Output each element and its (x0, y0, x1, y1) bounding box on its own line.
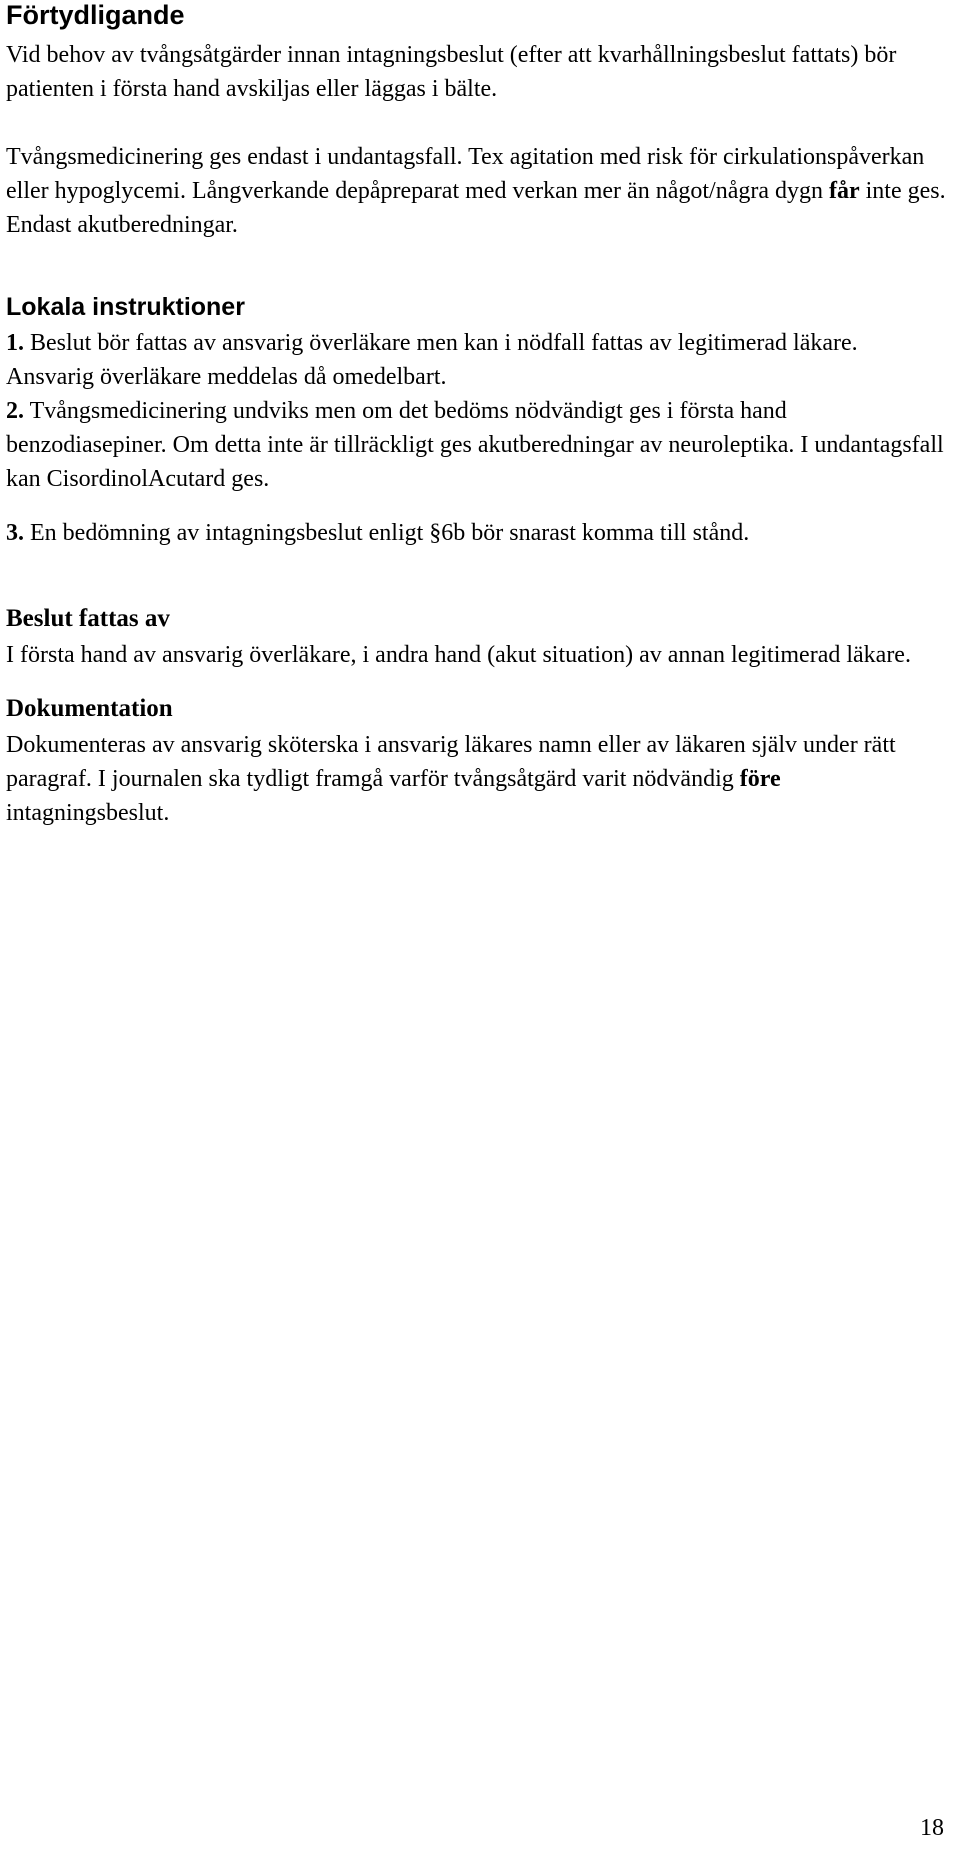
spacer (6, 242, 946, 290)
list-item (6, 394, 946, 496)
section-heading-beslut-fattas-av: Beslut fattas av (6, 605, 170, 632)
page-number: 18 (920, 1815, 944, 1841)
paragraph-beslut: I första hand av ansvarig överläkare, i andra hand (akut situation) av annan legitimerad läkare. (6, 642, 911, 668)
paragraph-avskiljas: Vid behov av tvångsåtgärder innan intagningsbeslut (efter att kvarhållningsbeslut fattats) bör patienten i första hand avskiljas eller läggas i bälte. (6, 42, 897, 102)
spacer (6, 550, 946, 602)
section-heading-fortydligande: Förtydligande (6, 0, 185, 30)
section-heading-dokumentation: Dokumentation (6, 695, 173, 722)
emphasis-text: får (828, 178, 860, 204)
paragraph-text: Dokumenteras av ansvarig sköterska i ansvarig läkares namn eller av läkaren själv under rätt paragraf. I journalen ska tydligt framgå varför tvångsåtgärd varit nödvändig (6, 732, 896, 792)
list-item-text: En bedömning av intagningsbeslut enligt §6b bör snarast komma till stånd. (30, 520, 750, 546)
emphasis-text: före (739, 766, 781, 792)
list-item-text: Beslut bör fattas av ansvarig överläkare men kan i nödfall fattas av legitimerad läkare. Ansvarig överläkare meddelas då omedelbart. (6, 330, 858, 390)
list-item (6, 516, 946, 550)
paragraph-text: Tvångsmedicinering ges endast i undantagsfall. Tex agitation med risk för cirkulationspåverkan eller hypoglycemi. Långverkande depåpreparat med verkan mer än något/några dygn (6, 144, 925, 204)
list-item-number: 2. (6, 398, 24, 424)
spacer (6, 672, 946, 692)
paragraph-dokumentation (6, 728, 946, 830)
spacer (6, 106, 946, 140)
list-item-number: 1. (6, 330, 24, 356)
paragraph-tvangsmedicinering (6, 140, 946, 242)
paragraph-text: intagningsbeslut. (6, 800, 170, 826)
list-item-text: Tvångsmedicinering undviks men om det bedöms nödvändigt ges i första hand benzodiasepiner. Om detta inte är tillräckligt ges akutberedningar av neuroleptika. I undantagsfall kan CisordinolAcutard ges. (6, 398, 944, 492)
section-heading-lokala-instruktioner: Lokala instruktioner (6, 293, 245, 321)
document-page (6, 0, 946, 830)
list-item (6, 326, 946, 394)
paragraph-text: inte ges. Endast akutberedningar. (6, 178, 946, 238)
list-item-number: 3. (6, 520, 24, 546)
